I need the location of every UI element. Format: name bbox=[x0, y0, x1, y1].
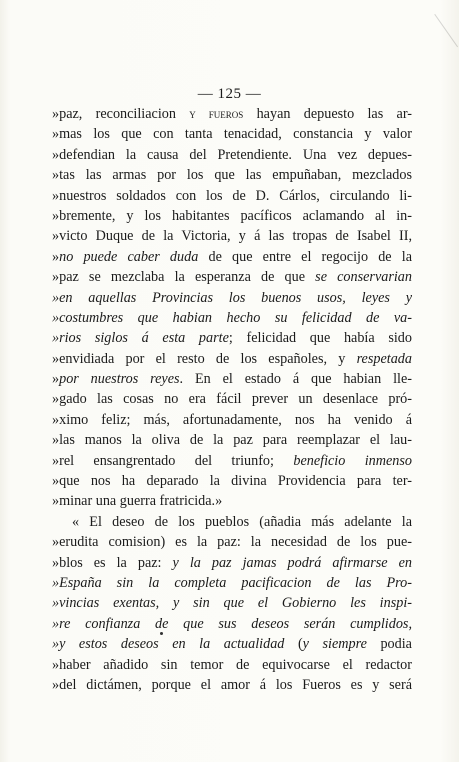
text-line bbox=[52, 288, 412, 308]
text-line bbox=[52, 328, 412, 348]
italic-run: no puede caber duda bbox=[59, 248, 199, 265]
text-run: »defendian la causa del Pretendiente. Una vez depues- bbox=[52, 146, 412, 163]
text-line bbox=[52, 430, 412, 450]
text-line bbox=[52, 145, 412, 165]
text-run: « El deseo de los pueblos (añadia más adelante la bbox=[72, 513, 412, 530]
text-line bbox=[52, 573, 412, 593]
italic-run: respetada bbox=[356, 350, 412, 367]
italic-run: se conservarian bbox=[315, 269, 412, 286]
text-line bbox=[52, 247, 412, 267]
text-run: »rel ensangrentado del triunfo; bbox=[52, 452, 294, 469]
text-line bbox=[52, 553, 412, 573]
italic-run: beneficio inmenso bbox=[293, 452, 412, 469]
text-run: »nuestros soldados con los de D. Cárlos, circulando li- bbox=[52, 187, 412, 204]
text-line bbox=[52, 471, 412, 491]
text-run: »erudita comision) es la paz: la necesidad de los pue- bbox=[52, 534, 412, 551]
text-line bbox=[52, 614, 412, 634]
page-scratch-mark bbox=[413, 14, 458, 62]
text-run: »bremente, y los habitantes pacíficos aclamando al in- bbox=[52, 207, 412, 224]
text-run: »victo Duque de la Victoria, y á las tropas de Isabel II, bbox=[52, 228, 412, 245]
text-line bbox=[52, 267, 412, 287]
text-line bbox=[52, 186, 412, 206]
text-run: »gado las cosas no era fácil prever un desenlace pró- bbox=[52, 391, 412, 408]
text-line bbox=[52, 349, 412, 369]
italic-run: y la paz jamas podrá afirmarse en bbox=[172, 554, 412, 571]
italic-run: »rios siglos á esta parte bbox=[52, 330, 229, 347]
text-run: »ximo feliz; más, afortunadamente, nos ha venido á bbox=[52, 411, 412, 428]
text-line bbox=[52, 655, 412, 675]
text-run: »envidiada por el resto de los españoles, y bbox=[52, 350, 357, 367]
text-line bbox=[52, 512, 412, 532]
text-line bbox=[52, 410, 412, 430]
text-run: »del dictámen, porque el amor á los Fueros es y será bbox=[52, 676, 412, 693]
text-run: »paz, reconciliacion bbox=[52, 106, 190, 122]
text-run: podia bbox=[366, 636, 412, 653]
text-run: » bbox=[52, 248, 60, 265]
text-line bbox=[52, 165, 412, 185]
text-line bbox=[52, 206, 412, 226]
italic-run: »y estos deseos en la actualidad bbox=[52, 636, 285, 653]
text-line bbox=[52, 226, 412, 246]
italic-run: por nuestros reyes bbox=[59, 371, 180, 388]
text-run: »mas los que con tanta tenacidad, constancia y valor bbox=[52, 126, 412, 143]
text-run: »tas las armas por los que las empuñaban, mezclados bbox=[52, 167, 412, 184]
text-run: »las manos la oliva de la paz para reemplazar el lau- bbox=[52, 432, 412, 449]
italic-run: »España sin la completa pacificacion de las Pro- bbox=[52, 574, 412, 591]
text-run: »blos es la paz: bbox=[52, 554, 173, 571]
text-line bbox=[52, 532, 412, 552]
text-line bbox=[52, 451, 412, 471]
page-number: — 125 — bbox=[197, 86, 262, 102]
text-run: . En el estado á que habian lle- bbox=[179, 371, 412, 388]
text-line bbox=[52, 675, 412, 695]
text-line bbox=[52, 124, 412, 144]
text-line bbox=[52, 104, 412, 124]
italic-run: »costumbres que habian hecho su felicidad de va- bbox=[52, 309, 412, 326]
text-line bbox=[52, 389, 412, 409]
italic-run: »vincias exentas, y sin que el Gobierno les inspi- bbox=[52, 595, 412, 612]
italic-run: y siempre bbox=[302, 636, 367, 653]
italic-run: »en aquellas Provincias los buenos usos, leyes y bbox=[52, 289, 412, 306]
ink-dot bbox=[160, 632, 163, 635]
text-run: » bbox=[52, 371, 60, 388]
text-run: ( bbox=[284, 636, 303, 653]
text-run: ; felicidad que había sido bbox=[228, 330, 412, 347]
text-run: hayan depuesto las ar- bbox=[243, 106, 413, 122]
text-line bbox=[52, 369, 412, 389]
body-text bbox=[52, 104, 412, 695]
text-line bbox=[52, 593, 412, 613]
text-line bbox=[52, 308, 412, 328]
text-run: »paz se mezclaba la esperanza de que bbox=[52, 269, 316, 286]
italic-run: »re confianza de que sus deseos serán cumplidos, bbox=[52, 615, 412, 632]
text-run: »que nos ha deparado la divina Providencia para ter- bbox=[52, 473, 412, 490]
text-run: de que entre el regocijo de la bbox=[198, 248, 412, 265]
text-run: »minar una guerra fratricida.» bbox=[52, 493, 223, 510]
text-line bbox=[52, 634, 412, 654]
text-line bbox=[52, 491, 412, 511]
text-run: »haber añadido sin temor de equivocarse el redactor bbox=[52, 656, 412, 673]
small-caps-run: y fueros bbox=[189, 106, 244, 121]
